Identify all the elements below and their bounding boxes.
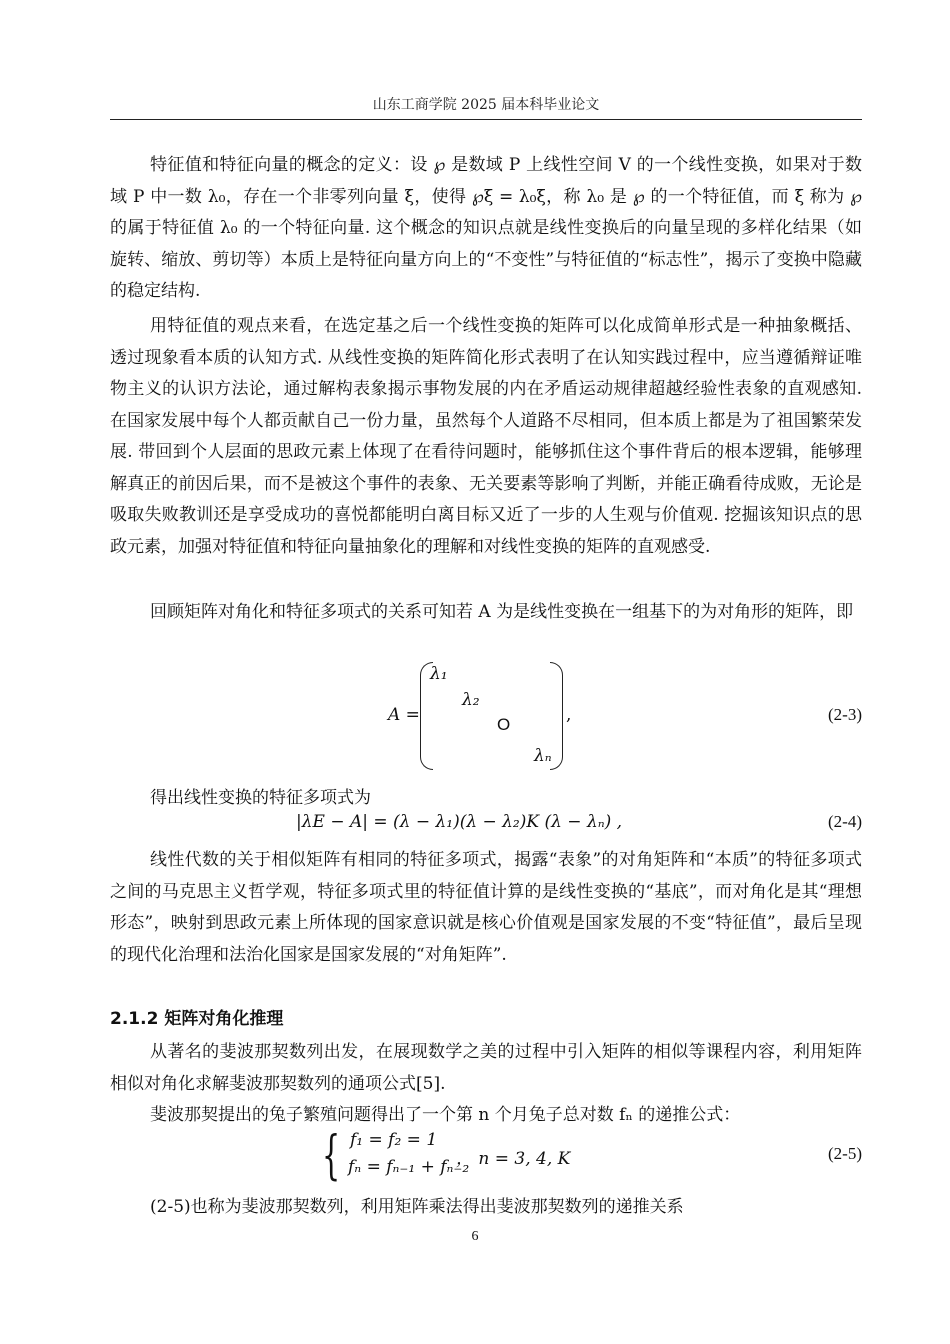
matrix-right-bracket [550, 662, 563, 770]
equation-2-5 [110, 1128, 862, 1188]
equation-2-3 [110, 660, 862, 772]
paragraph-fibonacci-matrix: (2-5)也称为斐波那契数列，利用矩阵乘法得出斐波那契数列的递推关系 [150, 1197, 684, 1217]
paragraph-similar-matrices: 线性代数的关于相似矩阵有相同的特征多项式，揭露“表象”的对角矩阵和“本质”的特征多项式之间的马克思主义哲学观，特征多项式里的特征值计算的是线性变换的“基底”，而对角化是其“理想形态”，映射到思政元素上所体现的国家意识就是核心价值观是国家发展的不变“特征值”，最后呈现的现代化治理和法治化国家是国家发展的“对角矩阵”. [110, 850, 862, 965]
header-rule [110, 119, 862, 120]
paragraph-viewpoint: 用特征值的观点来看，在选定基之后一个线性变换的矩阵可以化成简单形式是一种抽象概括、透过现象看本质的认知方式. 从线性变换的矩阵简化形式表明了在认知实践过程中，应当遵循辩证唯物主义的认识方法论，通过解构表象揭示事物发展的内在矛盾运动规律超越经验性表象的直观感知. 在国家发展中每个人都贡献自己一份力量，虽然每个人道路不尽相同，但本质上都是为了祖国繁荣发展. 带回到个人层面的思政元素上体现了在看待问题时，能够抓住这个事件背后的根本逻辑，能够理解真正的前因后果，而不是被这个事件的表象、无关要素等影响了判断，并能正确看待成败，无论是吸取失败教训还是享受成功的喜悦都能明白离目标又近了一步的人生观与价值观. 挖掘该知识点的思政元素，加强对特征值和特征向量抽象化的理解和对线性变换的矩阵的直观感受. [110, 316, 862, 557]
equation-number-2-4: (2-4) [828, 812, 862, 831]
char-poly-expression: |λE − A| = (λ − λ₁)(λ − λ₂)K (λ − λₙ) , [296, 812, 623, 832]
recurrence-rule: fₙ = fₙ₋₁ + fₙ₋₂ [348, 1157, 470, 1177]
system-brace: { [322, 1126, 341, 1186]
equation-number-2-5: (2-5) [828, 1144, 862, 1163]
matrix-entry-dots: O [497, 715, 511, 734]
matrix-entry-2: λ₂ [462, 690, 480, 710]
page-header: 山东工商学院 2025 届本科毕业论文 [372, 97, 600, 113]
recurrence-initial: f₁ = f₂ = 1 [350, 1130, 438, 1150]
matrix-trailing-comma: , [566, 705, 572, 725]
recurrence-condition: ， n = 3, 4, K [456, 1149, 571, 1169]
paragraph-rabbit-problem: 斐波那契提出的兔子繁殖问题得出了一个第 n 个月兔子总对数 fₙ 的递推公式： [150, 1105, 741, 1125]
section-heading: 2.1.2 矩阵对角化推理 [110, 1009, 284, 1029]
matrix-lhs: A = [388, 705, 420, 725]
page-number: 6 [471, 1229, 479, 1244]
equation-number-2-3: (2-3) [828, 705, 862, 724]
matrix-entry-1: λ₁ [430, 664, 448, 684]
paragraph-definition: 特征值和特征向量的概念的定义：设 ℘ 是数域 P 上线性空间 V 的一个线性变换，如果对于数域 P 中一数 λ₀，存在一个非零列向量 ξ，使得 ℘ξ = λ₀ξ，称 λ₀ 是 ℘ 的一个特征值，而 ξ 称为 ℘ 的属于特征值 λ₀ 的一个特征向量. 这个概念的知识点就是线性变换后的向量呈现的多样化结果（如旋转、缩放、剪切等）本质上是特征向量方向上的“不变性”与特征值的“标志性”，揭示了变换中隐藏的稳定结构. [110, 155, 862, 301]
paragraph-diagonal-intro: 回顾矩阵对角化和特征多项式的关系可知若 A 为是线性变换在一组基下的为对角形的矩阵，即 [150, 602, 854, 622]
equation-2-4 [110, 812, 862, 840]
matrix-entry-n: λₙ [534, 746, 552, 766]
paragraph-fibonacci-intro: 从著名的斐波那契数列出发，在展现数学之美的过程中引入矩阵的相似等课程内容，利用矩阵相似对角化求解斐波那契数列的通项公式[5]. [110, 1042, 862, 1094]
paragraph-char-poly-intro: 得出线性变换的特征多项式为 [150, 788, 371, 808]
